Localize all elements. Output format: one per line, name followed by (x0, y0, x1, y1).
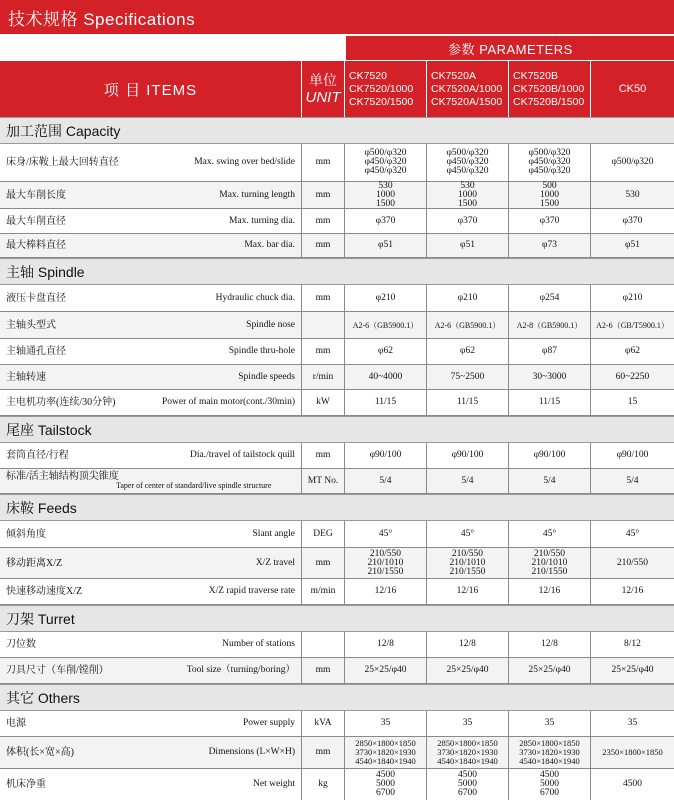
row-en: Dimensions (L×W×H) (208, 747, 295, 757)
cell-value: φ370 (345, 209, 427, 233)
cell-value: φ370 (509, 209, 591, 233)
cell-value: 4500 5000 6700 (345, 769, 427, 800)
row-label (0, 579, 302, 604)
cell-value: φ51 (625, 240, 640, 250)
row-en: Taper of center of standard/live spindle structure (116, 481, 272, 490)
cell-value: 2850×1800×1850 3730×1820×1930 4540×1840×1940 (345, 737, 427, 768)
cell-value: 25×25/φ40 (611, 665, 654, 675)
cell-value: 11/15 (345, 390, 427, 415)
row-en: Spindle nose (246, 319, 295, 330)
row-unit: mm (302, 144, 345, 181)
row-cn: 标准/活主轴结构顶尖锥度 (6, 471, 119, 482)
cell-value: φ62 (345, 339, 427, 364)
cell-value: A2-6（GB/T5900.1） (596, 320, 669, 330)
parameters-header: 参数 PARAMETERS (345, 36, 674, 60)
cell-value: φ210 (427, 285, 509, 311)
section-turret-label: 刀架 Turret (6, 610, 75, 627)
model-header-ck7520b: CK7520B CK7520B/1000 CK7520B/1500 (509, 60, 591, 117)
cell-value: 210/550 210/1010 210/1550 (427, 548, 509, 578)
cell-value: φ73 (509, 234, 591, 257)
row-label (0, 469, 302, 493)
table-row (0, 769, 674, 800)
row-cn: 套筒直径/行程 (6, 450, 69, 461)
row-cn: 最大棒料直径 (6, 240, 66, 251)
cell-value: 30~3000 (509, 365, 591, 389)
row-label (0, 390, 302, 415)
table-row (0, 658, 674, 684)
cell-value: 5/4 (345, 469, 427, 493)
cell-value: φ90/100 (427, 443, 509, 468)
cell-value: φ51 (427, 234, 509, 257)
cell-value: 530 (625, 189, 640, 200)
row-unit: mm (302, 285, 345, 311)
cell-value: 35 (627, 718, 638, 728)
row-label (0, 312, 302, 338)
table-row (0, 521, 674, 548)
cell-value: 210/550 210/1010 210/1550 (345, 548, 427, 578)
table-row (0, 365, 674, 390)
cell-value: 60~2250 (615, 371, 650, 382)
row-en: Slant angle (252, 528, 295, 539)
cell-value: 12/16 (427, 579, 509, 604)
cell-value: 4500 (623, 779, 642, 789)
model-header-ck7520a: CK7520A CK7520A/1000 CK7520A/1500 (427, 60, 509, 117)
cell-value: 12/16 (621, 586, 644, 596)
row-label (0, 234, 302, 257)
row-label (0, 339, 302, 364)
row-en: Max. swing over bed/slide (194, 157, 295, 167)
row-unit: mm (302, 548, 345, 578)
row-en: Hydraulic chuck dia. (215, 292, 295, 303)
row-label (0, 365, 302, 389)
row-label (0, 711, 302, 736)
section-capacity-label: 加工范围 Capacity (6, 122, 121, 139)
section-tailstock (0, 416, 674, 443)
cell-value: 2350×1800×1850 (602, 747, 663, 757)
row-en: Spindle thru-hole (228, 346, 295, 356)
cell-value: φ51 (345, 234, 427, 257)
cell-value: 35 (427, 711, 509, 736)
cell-value: 530 1000 1500 (345, 182, 427, 208)
model-header-ck50: CK50 (591, 60, 674, 117)
cell-value: 25×25/φ40 (345, 658, 427, 683)
cell-value: 210/550 (616, 557, 649, 568)
table-row (0, 737, 674, 769)
row-label (0, 737, 302, 768)
cell-value: 12/16 (509, 579, 591, 604)
row-cn: 主轴转速 (6, 371, 46, 383)
cell-value: 8/12 (624, 639, 641, 649)
row-label (0, 548, 302, 578)
row-label (0, 144, 302, 181)
cell-value: 45° (427, 521, 509, 547)
row-en: X/Z rapid traverse rate (208, 586, 295, 596)
cell-value: φ370 (622, 215, 643, 226)
cell-value: 15 (627, 397, 638, 407)
table-row (0, 548, 674, 579)
row-cn: 主电机功率(连续/30分钟) (6, 397, 116, 408)
page-title: 技术规格 Specifications (8, 9, 196, 29)
unit-header-en: UNIT (305, 89, 341, 106)
cell-value: A2-6（GB5900.1） (427, 312, 509, 338)
row-en: Spindle speeds (238, 371, 295, 382)
row-cn: 最大车削长度 (6, 189, 66, 201)
cell-value: φ500/φ320 φ450/φ320 φ450/φ320 (427, 144, 509, 181)
cell-value: φ90/100 (616, 450, 649, 460)
cell-value: 75~2500 (427, 365, 509, 389)
row-cn: 液压卡盘直径 (6, 292, 66, 304)
row-cn: 电源 (6, 718, 26, 729)
cell-value: φ500/φ320 (611, 157, 654, 167)
cell-value: 35 (345, 711, 427, 736)
cell-value: 12/8 (427, 632, 509, 657)
row-unit: kg (302, 769, 345, 800)
row-label (0, 769, 302, 800)
cell-value: φ87 (509, 339, 591, 364)
row-unit: mm (302, 443, 345, 468)
row-en: Number of stations (222, 639, 295, 649)
cell-value: 210/550 210/1010 210/1550 (509, 548, 591, 578)
table-row (0, 209, 674, 234)
row-unit: kW (302, 390, 345, 415)
row-cn: 刀位数 (6, 639, 36, 650)
row-cn: 主轴通孔直径 (6, 346, 66, 357)
row-unit: DEG (302, 521, 345, 547)
row-cn: 倾斜角度 (6, 528, 46, 540)
row-cn: 床身/床鞍上最大回转直径 (6, 157, 119, 168)
row-unit (302, 632, 345, 657)
row-cn: 体积(长×宽×高) (6, 747, 74, 758)
row-label (0, 443, 302, 468)
section-turret (0, 605, 674, 632)
row-label (0, 182, 302, 208)
row-unit: mm (302, 234, 345, 257)
cell-value: 5/4 (509, 469, 591, 493)
section-tailstock-label: 尾座 Tailstock (6, 421, 92, 438)
row-unit: mm (302, 182, 345, 208)
table-row (0, 711, 674, 737)
row-unit: kVA (302, 711, 345, 736)
row-unit (302, 312, 345, 338)
cell-value: 45° (345, 521, 427, 547)
cell-value: 2850×1800×1850 3730×1820×1930 4540×1840×1940 (427, 737, 509, 768)
table-row (0, 234, 674, 258)
row-cn: 主轴头型式 (6, 319, 56, 331)
table-row (0, 632, 674, 658)
row-label (0, 521, 302, 547)
table-row (0, 312, 674, 339)
row-en: Power supply (243, 718, 295, 728)
cell-value: 45° (509, 521, 591, 547)
cell-value: 5/4 (626, 475, 639, 486)
row-unit: mm (302, 737, 345, 768)
section-capacity (0, 117, 674, 144)
row-unit: MT No. (302, 469, 345, 493)
cell-value: 25×25/φ40 (427, 658, 509, 683)
row-unit: mm (302, 658, 345, 683)
cell-value: φ210 (622, 292, 643, 303)
cell-value: 2850×1800×1850 3730×1820×1930 4540×1840×1940 (509, 737, 591, 768)
row-cn: 移动距离X/Z (6, 557, 63, 569)
table-row (0, 285, 674, 312)
row-unit: r/min (302, 365, 345, 389)
cell-value: 4500 5000 6700 (509, 769, 591, 800)
section-others-label: 其它 Others (6, 689, 80, 706)
cell-value: 4500 5000 6700 (427, 769, 509, 800)
cell-value: 5/4 (427, 469, 509, 493)
section-feeds (0, 494, 674, 521)
table-row (0, 182, 674, 209)
table-row (0, 339, 674, 365)
cell-value: 25×25/φ40 (509, 658, 591, 683)
unit-header (302, 60, 345, 117)
unit-header-cn: 单位 (309, 72, 337, 88)
row-cn: 快速移动速度X/Z (6, 586, 83, 597)
row-en: X/Z travel (255, 557, 295, 568)
section-feeds-label: 床鞍 Feeds (6, 499, 77, 516)
cell-value: φ90/100 (509, 443, 591, 468)
cell-value: φ62 (427, 339, 509, 364)
cell-value: 12/8 (345, 632, 427, 657)
row-label (0, 632, 302, 657)
cell-value: φ500/φ320 φ450/φ320 φ450/φ320 (345, 144, 427, 181)
row-label (0, 209, 302, 233)
row-unit: mm (302, 339, 345, 364)
title-bar (0, 0, 674, 34)
table-row (0, 579, 674, 605)
cell-value: 40~4000 (345, 365, 427, 389)
cell-value: 11/15 (427, 390, 509, 415)
cell-value: 35 (509, 711, 591, 736)
row-unit: m/min (302, 579, 345, 604)
row-label (0, 285, 302, 311)
cell-value: φ90/100 (345, 443, 427, 468)
table-row (0, 144, 674, 182)
row-en: Dia./travel of tailstock quill (189, 450, 295, 460)
section-others (0, 684, 674, 711)
cell-value: φ62 (625, 346, 640, 356)
row-en: Tool size（turning/boring） (186, 665, 295, 675)
row-cn: 机床净重 (6, 779, 46, 790)
cell-value: 12/8 (509, 632, 591, 657)
items-header: 项 目 ITEMS (0, 60, 302, 117)
table-row (0, 443, 674, 469)
cell-value: φ254 (509, 285, 591, 311)
cell-value: 45° (625, 528, 640, 539)
table-row (0, 390, 674, 416)
row-label (0, 658, 302, 683)
cell-value: 500 1000 1500 (509, 182, 591, 208)
row-en: Power of main motor(cont./30min) (162, 397, 295, 407)
row-cn: 最大车削直径 (6, 215, 66, 227)
model-header-ck7520: CK7520 CK7520/1000 CK7520/1500 (345, 60, 427, 117)
row-en: Max. turning length (219, 189, 295, 200)
row-cn: 刀具尺寸（车削/镗削） (6, 665, 109, 676)
cell-value: φ210 (345, 285, 427, 311)
cell-value: 11/15 (509, 390, 591, 415)
cell-value: A2-8（GB5900.1） (509, 312, 591, 338)
row-en: Max. bar dia. (244, 240, 295, 250)
cell-value: 12/16 (345, 579, 427, 604)
table-row (0, 469, 674, 494)
cell-value: φ370 (427, 209, 509, 233)
section-spindle (0, 258, 674, 285)
section-spindle-label: 主轴 Spindle (6, 263, 85, 280)
cell-value: A2-6（GB5900.1） (345, 312, 427, 338)
row-en: Max. turning dia. (229, 215, 295, 226)
row-unit: mm (302, 209, 345, 233)
row-en: Net weight (253, 779, 295, 789)
cell-value: φ500/φ320 φ450/φ320 φ450/φ320 (509, 144, 591, 181)
cell-value: 530 1000 1500 (427, 182, 509, 208)
